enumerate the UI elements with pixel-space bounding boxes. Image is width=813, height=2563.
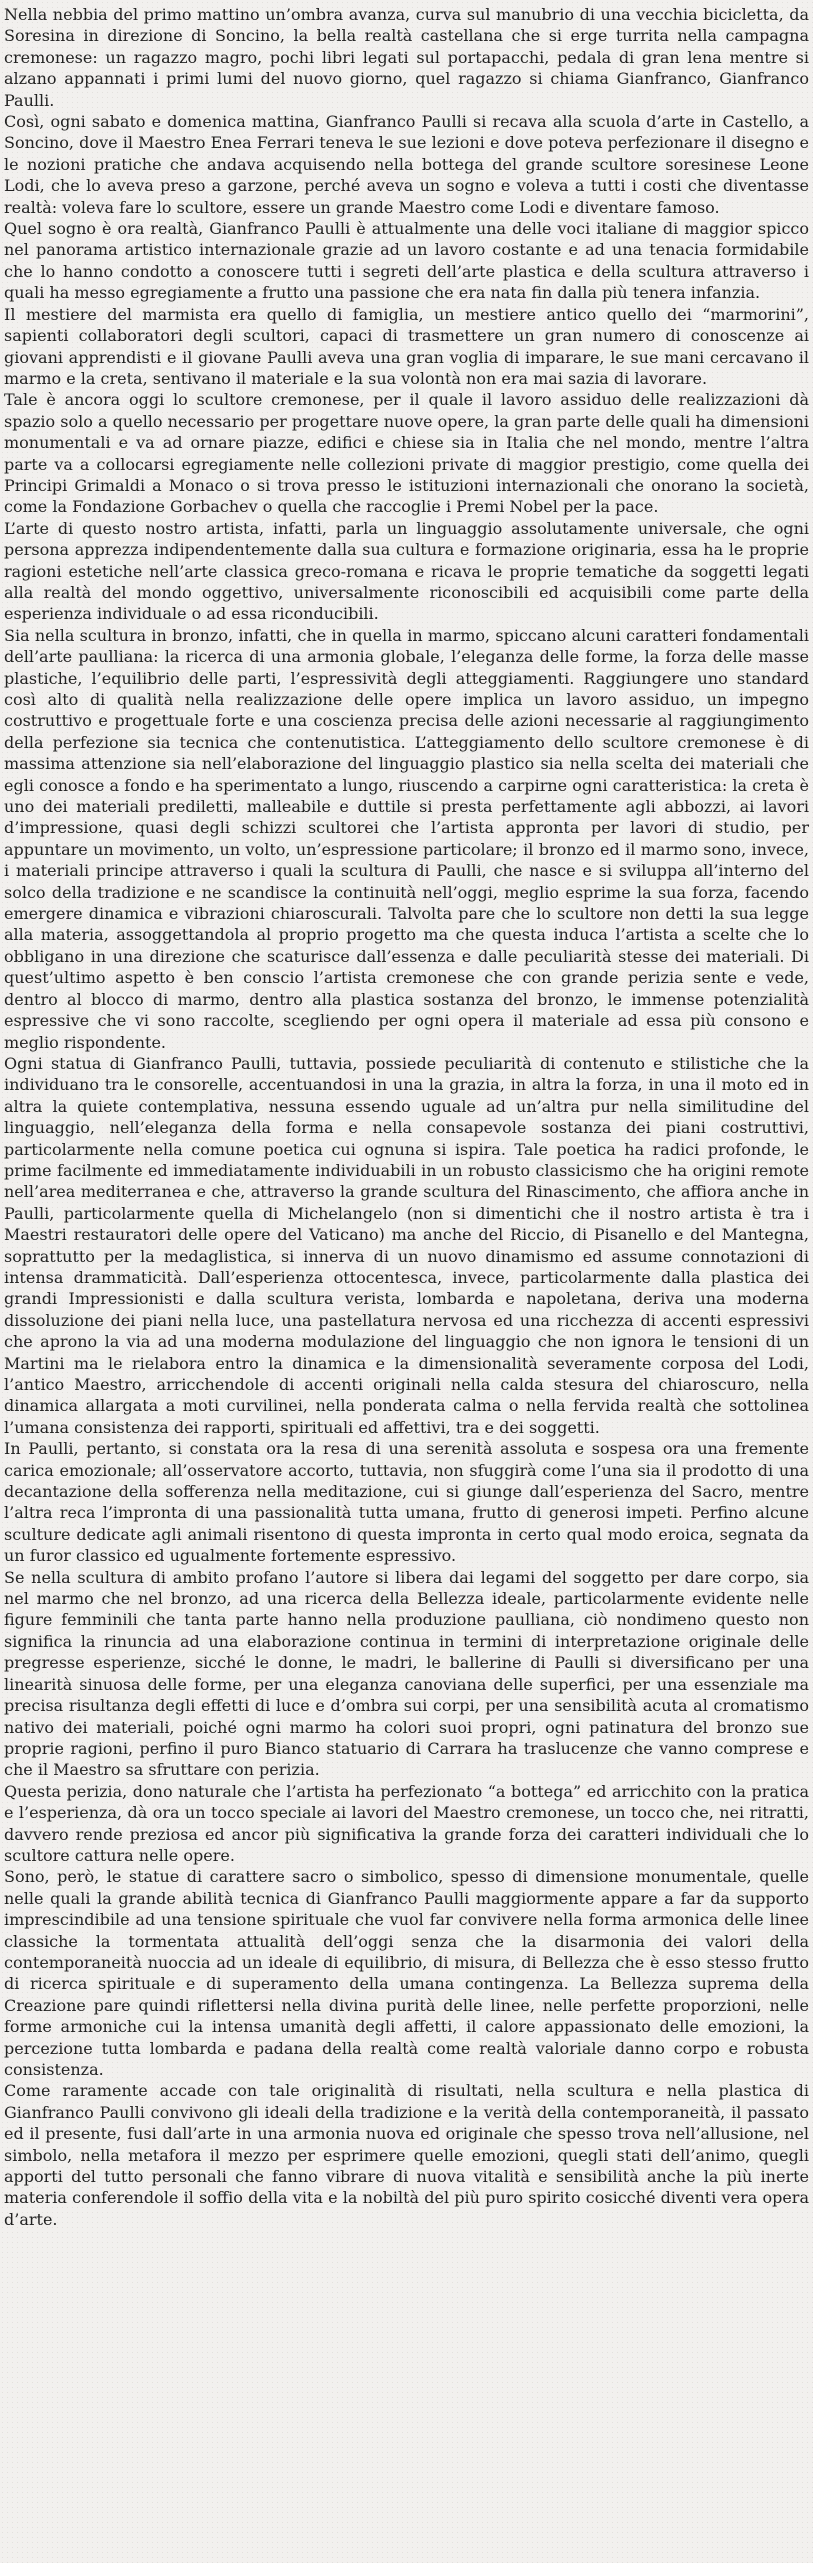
paragraph-5: Tale è ancora oggi lo scultore cremonese, per il quale il lavoro assiduo delle realizzazioni dà spazio solo a quello necessario per progettare nuove opere, la gran parte delle quali ha dimensioni monumentali e va ad ornare piazze, edifici e chiese sia in Italia che nel mondo, mentre l’altra parte va a collocarsi egregiamente nelle collezioni private di maggior prestigio, come quella dei Principi Grimaldi a Monaco o si trova presso le istituzioni internazionali che onorano la società, come la Fondazione Gorbachev o quella che raccoglie i Premi Nobel per la pace. <box>4 390 809 517</box>
paragraph-9: In Paulli, pertanto, si constata ora la resa di una serenità assoluta e sospesa ora una fremente carica emozionale; all’osservatore accorto, tuttavia, non sfuggirà come l’una sia il prodotto di una decantazione della sofferenza nella meditazione, cui si giunge dall’esperienza del Sacro, mentre l’altra reca l’impronta di una passionalità tutta umana, frutto di generosi impeti. Perfino alcune sculture dedicate agli animali risentono di questa impronta in certo qual modo eroica, segnata da un furor classico ed ugualmente fortemente espressivo. <box>4 1439 809 1566</box>
paragraph-2: Così, ogni sabato e domenica mattina, Gianfranco Paulli si recava alla scuola d’arte in Castello, a Soncino, dove il Maestro Enea Ferrari teneva le sue lezioni e dove poteva perfezionare il disegno e le nozioni pratiche che andava acquisendo nella bottega del grande scultore soresinese Leone Lodi, che lo aveva preso a garzone, perché aveva un sogno e voleva a tutti i costi che diventasse realtà: voleva fare lo scultore, essere un grande Maestro come Lodi e diventare famoso. <box>4 112 809 217</box>
paragraph-10: Se nella scultura di ambito profano l’autore si libera dai legami del soggetto per dare corpo, sia nel marmo che nel bronzo, ad una ricerca della Bellezza ideale, particolarmente evidente nelle figure femminili che tanta parte hanno nella produzione paulliana, ciò nondimeno questo non significa la rinuncia ad una elaborazione continua in termini di interpretazione originale delle pregresse esperienze, sicché le donne, le madri, le ballerine di Paulli si diversificano per una linearità sinuosa delle forme, per una eleganza canoviana delle superfici, per una essenziale ma precisa risultanza degli effetti di luce e d’ombra sui corpi, per una sensibilità acuta al cromatismo nativo dei materiali, poiché ogni marmo ha colori suoi propri, ogni patinatura del bronzo sue proprie ragioni, perfino il puro Bianco statuario di Carrara ha traslucenze che vanno comprese e che il Maestro sa sfruttare con perizia. <box>4 1567 809 1780</box>
paragraph-8: Ogni statua di Gianfranco Paulli, tuttavia, possiede peculiarità di contenuto e stilistiche che la individuano tra le consorelle, accentuandosi in una la grazia, in altra la forza, in una il moto ed in altra la quiete contemplativa, nessuna essendo uguale ad un’altra pur nella similitudine del linguaggio, nell’eleganza della forma e nella consapevole sostanza dei piani costruttivi, particolarmente nella comune poetica cui ognuna si ispira. Tale poetica ha radici profonde, le prime facilmente ed immediatamente individuabili in un robusto classicismo che ha origini remote nell’area mediterranea e che, attraverso la grande scultura del Rinascimento, che affiora anche in Paulli, particolarmente quella di Michelangelo (non si dimentichi che il nostro artista è tra i Maestri restauratori delle opere del Vaticano) ma anche del Riccio, di Pisanello e del Mantegna, soprattutto per la medaglistica, si innerva di un nuovo dinamismo ed assume connotazioni di intensa drammaticità. Dall’esperienza ottocentesca, invece, particolarmente dalla plastica dei grandi Impressionisti e dalla scultura verista, lombarda e napoletana, deriva una moderna dissoluzione dei piani nella luce, una pastellatura nervosa ed una ricchezza di accenti espressivi che aprono la via ad una moderna modulazione del linguaggio che non ignora le tensioni di un Martini ma le rielabora entro la dinamica e la dimensionalità severamente corposa del Lodi, l’antico Maestro, arricchendole di accenti originali nella calda stesura del chiaroscuro, nella dinamica allargata a moti curvilinei, nella ponderata calma o nella fervida realtà che sottolinea l’umana consistenza dei rapporti, spirituali ed affettivi, tra e dei soggetti. <box>4 1053 809 1437</box>
paragraph-4: Il mestiere del marmista era quello di famiglia, un mestiere antico quello dei “marmorini”, sapienti collaboratori degli scultori, capaci di trasmettere un gran numero di conoscenze ai giovani apprendisti e il giovane Paulli aveva una gran voglia di imparare, le sue mani cercavano il marmo e la creta, sentivano il materiale e la sua volontà non era mai sazia di lavorare. <box>4 304 809 388</box>
paragraph-11: Questa perizia, dono naturale che l’artista ha perfezionato “a bottega” ed arricchito con la pratica e l’esperienza, dà ora un tocco speciale ai lavori del Maestro cremonese, un tocco che, nei ritratti, davvero rende preziosa ed ancor più significativa la grande forza dei caratteri individuali che lo scultore cattura nelle opere. <box>4 1781 809 1865</box>
paragraph-13: Come raramente accade con tale originalità di risultati, nella scultura e nella plastica di Gianfranco Paulli convivono gli ideali della tradizione e la verità della contemporaneità, il passato ed il presente, fusi dall’arte in una armonia nuova ed originale che spesso trova nell’allusione, nel simbolo, nella metafora il mezzo per esprimere quelle emozioni, quegli stati dell’animo, quegli apporti del tutto personali che fanno vibrare di nuova vitalità e sensibilità anche la più inerte materia conferendole il soffio della vita e la nobiltà del più puro spirito cosicché diventi vera opera d’arte. <box>4 2081 809 2229</box>
paragraph-6: L’arte di questo nostro artista, infatti, parla un linguaggio assolutamente universale, che ogni persona apprezza indipendentemente dalla sua cultura e formazione originaria, essa ha le proprie ragioni estetiche nell’arte classica greco-romana e ricava le proprie tematiche da soggetti legati alla realtà del mondo oggettivo, universalmente riconoscibili ed acquisibili come parte della esperienza individuale o ad essa riconducibili. <box>4 518 809 624</box>
paragraph-1: Nella nebbia del primo mattino un’ombra avanza, curva sul manubrio di una vecchia bicicletta, da Soresina in direzione di Soncino, la bella realtà castellana che si erge turrita nella campagna cremonese: un ragazzo magro, pochi libri legati sul portapacchi, pedala di gran lena mentre si alzano appannati i primi lumi del nuovo giorno, quel ragazzo si chiama Gianfranco, Gianfranco Paulli. <box>4 5 809 110</box>
paragraph-3: Quel sogno è ora realtà, Gianfranco Paulli è attualmente una delle voci italiane di maggior spicco nel panorama artistico internazionale grazie ad un lavoro costante e ad una tenacia formidabile che lo hanno condotto a conoscere tutti i segreti dell’arte plastica e della scultura attraverso i quali ha messo egregiamente a frutto una passione che era nata fin dalla più tenera infanzia. <box>4 219 809 303</box>
article-body <box>4 4 809 2230</box>
paragraph-12: Sono, però, le statue di carattere sacro o simbolico, spesso di dimensione monumentale, quelle nelle quali la grande abilità tecnica di Gianfranco Paulli maggiormente appare a far da supporto imprescindibile ad una tensione spirituale che vuol far convivere nella forma armonica delle linee classiche la tormentata attualità dell’oggi senza che la disarmonia dei valori della contemporaneità nuoccia ad un ideale di equilibrio, di misura, di Bellezza che è esso stesso frutto di ricerca spirituale e di superamento della umana contingenza. La Bellezza suprema della Creazione pare quindi riflettersi nella divina purità delle linee, nelle perfette proporzioni, nelle forme armoniche cui la intensa umanità degli affetti, il calore appassionato delle emozioni, la percezione tutta lombarda e padana della realtà come realtà valoriale danno corpo e robusta consistenza. <box>4 1867 809 2079</box>
paragraph-7: Sia nella scultura in bronzo, infatti, che in quella in marmo, spiccano alcuni caratteri fondamentali dell’arte paulliana: la ricerca di una armonia globale, l’eleganza delle forme, la forza delle masse plastiche, l’equilibrio delle parti, l’espressività degli atteggiamenti. Raggiungere uno standard così alto di qualità nella realizzazione delle opere implica un lavoro assiduo, un impegno costruttivo e progettuale forte e una coscienza precisa delle azioni necessarie al raggiungimento della perfezione sia tecnica che contenutistica. L’atteggiamento dello scultore cremonese è di massima attenzione sia nell’elaborazione del linguaggio plastico sia nella scelta dei materiali che egli conosce a fondo e ha sperimentato a lungo, riuscendo a carpirne ogni caratteristica: la creta è uno dei materiali prediletti, malleabile e duttile si presta perfettamente agli abbozzi, ai lavori d’impressione, quasi degli schizzi scultorei che l’artista appronta per lavori di studio, per appuntare un movimento, un volto, un’espressione particolare; il bronzo ed il marmo sono, invece, i materiali principe attraverso i quali la scultura di Paulli, che nasce e si sviluppa all’interno del solco della tradizione e ne scandisce la continuità nell’oggi, meglio esprime la sua forza, facendo emergere dinamica e vibrazioni chiaroscurali. Talvolta pare che lo scultore non detti la sua legge alla materia, assoggettandola al proprio progetto ma che questa induca l’artista a scelte che lo obbligano in una direzione che scaturisce dall’essenza e dalle peculiarità stesse dei materiali. Di quest’ultimo aspetto è ben conscio l’artista cremonese che con grande perizia sente e vede, dentro al blocco di marmo, dentro alla plastica sostanza del bronzo, le immense potenzialità espressive che vi sono raccolte, scegliendo per ogni opera il materiale ad essa più consono e meglio rispondente. <box>4 625 809 1052</box>
